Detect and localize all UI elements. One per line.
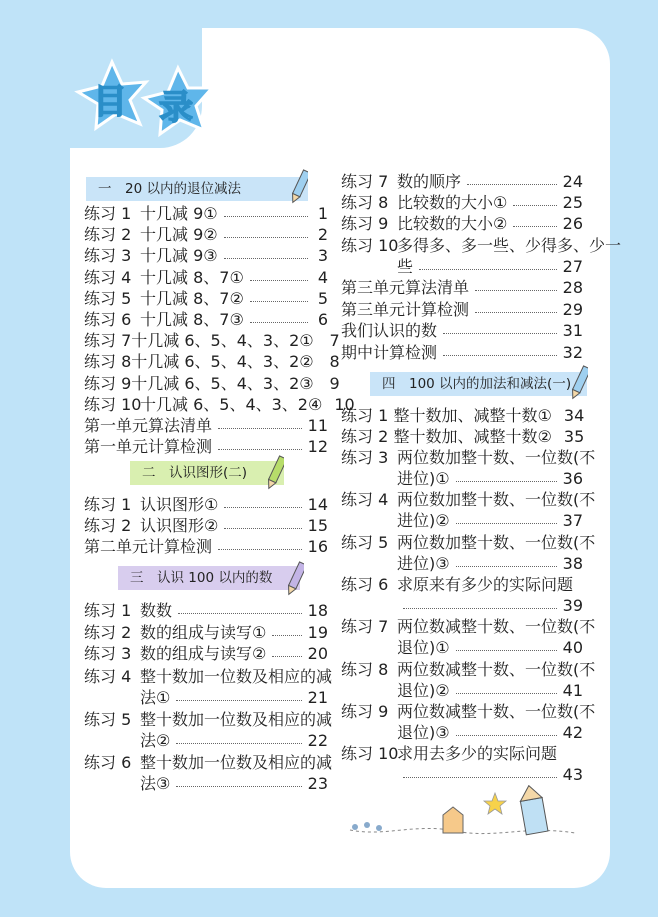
section-heading-2: 二 认识图形(二) [130,461,284,485]
entry-title: 认识图形② [140,516,219,536]
dot-leader [419,257,557,270]
page-number: 29 [562,299,583,319]
dot-leader [456,723,557,736]
toc-entry[interactable] [84,225,328,245]
toc-entry-continuation[interactable] [397,596,583,616]
entry-title-cont: 法③ [140,774,171,793]
dot-leader [403,765,557,778]
entry-title-cont: 法② [140,731,171,750]
page-number: 28 [562,278,583,297]
toc-entry[interactable] [341,300,583,320]
exercise-number: 练习 6 [341,574,389,594]
page-number: 18 [307,601,328,620]
dot-leader [218,537,302,550]
exercise-number: 练习 2 [84,516,132,536]
dot-leader [224,204,308,217]
entry-title: 整十数加一位数及相应的减 [140,710,333,729]
entry-title: 两位数减整十数、一位数(不 [397,659,596,679]
toc-entry[interactable] [84,667,333,687]
toc-entry[interactable] [341,321,583,341]
exercise-number: 练习 5 [84,288,132,308]
entry-title: 两位数加整十数、一位数(不 [397,448,596,467]
entry-title: 整十数加一位数及相应的减 [140,753,333,772]
entry-title: 十几减 9① [140,204,218,223]
page-number: 34 [563,406,585,425]
page-number: 41 [562,680,583,700]
dot-leader [224,516,301,529]
exercise-number: 练习 6 [84,310,132,329]
dot-leader [467,172,557,185]
exercise-number: 练习 5 [84,710,132,729]
page-number: 3 [317,246,328,266]
toc-entry[interactable] [341,278,583,298]
toc-entry[interactable] [341,744,583,764]
title-char-1: 目 [93,82,127,122]
toc-entry[interactable] [84,373,340,394]
toc-entry-continuation[interactable] [397,257,583,277]
page-number: 27 [562,257,583,276]
entry-title: 第三单元算法清单 [341,278,470,297]
pencil-icon [288,560,304,598]
exercise-number: 练习 10 [341,744,399,764]
dot-leader [272,623,301,636]
page-number: 4 [317,267,328,287]
toc-entry-continuation[interactable] [140,688,328,708]
page-number: 8 [329,352,340,372]
entry-title-cont: 退位)③ [397,722,450,742]
entry-title: 整十数加、减整十数② [393,427,552,447]
entry-title: 数的组成与读写② [140,644,267,664]
entry-title: 十几减 8、7① [140,267,244,287]
entry-title: 数数 [140,601,173,620]
toc-entry-continuation[interactable] [397,511,583,531]
toc-entry[interactable] [84,310,328,330]
entry-title-cont: 进位)① [397,469,450,488]
toc-entry-continuation[interactable] [397,765,583,785]
dot-leader [218,437,302,450]
entry-title: 两位数减整十数、一位数(不 [397,617,596,637]
exercise-number: 练习 4 [84,667,132,686]
toc-entry-continuation[interactable] [140,774,328,794]
dot-leader [475,278,557,291]
exercise-number: 练习 3 [84,246,132,266]
exercise-number: 练习 4 [84,267,132,287]
page-number: 12 [307,437,328,457]
exercise-number: 练习 2 [84,225,132,245]
dot-leader [224,246,308,259]
dot-leader [443,321,557,334]
dot-leader [176,774,301,787]
doodle-decoration [345,785,580,845]
entry-title: 第二单元计算检测 [84,537,213,556]
exercise-number: 练习 7 [341,172,389,191]
toc-entry[interactable] [341,490,596,510]
toc-entry[interactable] [84,710,333,730]
toc-entry-continuation[interactable] [397,638,583,658]
dot-leader [456,681,557,694]
entry-title: 期中计算检测 [341,342,438,362]
pencil-icon [268,454,284,492]
page-number: 22 [307,731,328,750]
dot-leader [456,638,557,651]
toc-entry[interactable] [84,204,328,224]
toc-entry[interactable] [341,617,596,637]
toc-entry-continuation[interactable] [397,469,583,489]
page-number: 26 [562,214,583,234]
page-number: 43 [562,765,583,785]
section-heading-4: 四 100 以内的加法和减法(一) [370,372,587,396]
page-number: 14 [307,495,328,514]
entry-title-cont: 进位)② [397,511,450,531]
page-number: 25 [562,193,583,213]
toc-entry[interactable] [84,495,328,515]
page-number: 21 [307,688,328,707]
section-heading-3: 三 认识 100 以内的数 [118,566,300,590]
dot-leader [443,343,557,356]
entry-title: 十几减 6、5、4、3、2① [131,331,314,351]
entry-title: 两位数减整十数、一位数(不 [397,701,596,721]
page-number: 38 [562,553,583,573]
exercise-number: 练习 9 [84,373,132,393]
exercise-number: 练习 9 [341,214,389,234]
entry-title: 两位数加整十数、一位数(不 [397,532,596,552]
entry-title: 两位数加整十数、一位数(不 [397,490,596,510]
exercise-number: 练习 1 [84,601,132,620]
entry-title: 十几减 9③ [140,246,218,266]
exercise-number: 练习 1 [84,204,132,223]
page-number: 6 [317,310,328,329]
toc-entry[interactable] [84,753,333,773]
dot-leader [178,601,302,614]
exercise-number: 练习 3 [341,448,389,467]
entry-title-cont: 退位)① [397,638,450,658]
page-number: 20 [307,644,328,664]
toc-entry[interactable] [341,214,583,234]
page-number: 39 [562,595,583,615]
dot-leader [403,596,557,609]
dot-leader [250,268,308,281]
toc-entry-continuation[interactable] [140,731,328,751]
exercise-number: 练习 7 [84,331,132,351]
dot-leader [176,688,301,701]
exercise-number: 练习 5 [341,532,389,552]
page-number: 9 [329,373,340,393]
entry-title-cont: 些 [397,257,414,276]
toc-entry-continuation[interactable] [397,723,583,743]
toc-entry[interactable] [341,172,583,192]
page-number: 36 [562,469,583,488]
exercise-number: 练习 9 [341,701,389,721]
page-number: 19 [307,622,328,642]
entry-title: 数的组成与读写① [140,622,267,642]
page-number: 42 [562,722,583,742]
entry-title: 多得多、多一些、少得多、少一 [397,236,622,255]
entry-title-cont: 法① [140,688,171,707]
toc-entry[interactable] [84,394,355,415]
entry-title: 第一单元计算检测 [84,437,213,457]
dot-leader [456,554,557,567]
entry-title: 求用去多少的实际问题 [397,744,558,764]
pencil-icon [572,364,588,402]
page-number: 23 [307,774,328,793]
page-number: 31 [562,321,583,340]
entry-title: 第一单元算法清单 [84,416,213,435]
entry-title: 比较数的大小② [397,214,508,234]
dot-leader [513,193,556,206]
toc-entry[interactable] [84,268,328,288]
toc-entry[interactable] [84,537,328,557]
toc-entry-continuation[interactable] [397,681,583,701]
page-number: 32 [562,342,583,362]
toc-entry[interactable] [341,659,596,680]
toc-entry[interactable] [341,406,583,426]
exercise-number: 练习 4 [341,490,389,510]
entry-title: 十几减 6、5、4、3、2② [131,352,314,372]
exercise-number: 练习 1 [341,406,389,425]
dot-leader [475,300,557,313]
entry-title: 整十数加、减整十数① [393,406,552,425]
toc-entry[interactable] [341,701,596,722]
toc-entry-continuation[interactable] [397,554,583,574]
page-number: 15 [307,516,328,536]
entry-title: 第三单元计算检测 [341,299,470,319]
page-number: 2 [317,225,328,245]
dot-leader [456,511,557,524]
page-number: 16 [307,537,328,556]
section-heading-1: 一 20 以内的退位减法 [86,177,308,201]
toc-entry[interactable] [84,246,328,266]
toc-entry[interactable] [341,343,583,363]
dot-leader [176,731,301,744]
toc-entry[interactable] [341,532,596,553]
toc-entry[interactable] [84,623,328,643]
entry-title: 十几减 8、7③ [140,310,244,329]
toc-entry[interactable] [84,601,328,621]
page-number: 11 [307,416,328,435]
toc-entry[interactable] [341,575,583,595]
entry-title: 数的顺序 [397,172,462,191]
exercise-number: 练习 1 [84,495,132,514]
dot-leader [218,416,302,429]
page-number: 5 [317,288,328,308]
toc-entry[interactable] [84,516,328,536]
dot-leader [224,495,301,508]
page-number: 10 [334,394,355,414]
toc-entry[interactable] [84,437,328,457]
dot-leader [224,225,308,238]
entry-title: 求原来有多少的实际问题 [397,574,574,594]
toc-entry[interactable] [341,427,583,447]
page-number: 37 [562,511,583,531]
toc-entry[interactable] [84,289,328,309]
entry-title: 十几减 8、7② [140,288,244,308]
entry-title: 比较数的大小① [397,193,508,213]
toc-entry[interactable] [84,416,328,436]
toc-entry[interactable] [341,236,622,256]
page-number: 1 [317,204,328,223]
exercise-number: 练习 3 [84,644,132,664]
entry-title: 认识图形① [140,495,219,514]
exercise-number: 练习 7 [341,617,389,637]
pencil-icon [292,168,308,206]
entry-title: 整十数加一位数及相应的减 [140,667,333,686]
entry-title: 十几减 6、5、4、3、2④ [140,394,323,414]
exercise-number: 练习 10 [341,236,399,255]
exercise-number: 练习 2 [341,427,389,447]
dot-leader [456,469,557,482]
toc-entry[interactable] [341,193,583,213]
exercise-number: 练习 8 [84,352,132,372]
toc-entry[interactable] [341,448,596,468]
page-number: 24 [562,172,583,191]
entry-title-cont: 退位)② [397,680,450,700]
title-char-2: 录 [159,88,193,128]
page-number: 7 [329,331,340,351]
exercise-number: 练习 8 [341,659,389,679]
dot-leader [250,289,308,302]
exercise-number: 练习 10 [84,394,142,414]
page-number: 40 [562,638,583,658]
exercise-number: 练习 8 [341,193,389,213]
toc-entry[interactable] [84,352,340,372]
page-number: 35 [563,427,585,447]
dot-leader [250,310,308,323]
exercise-number: 练习 2 [84,622,132,642]
dot-leader [272,644,301,657]
entry-title-cont: 进位)③ [397,553,450,573]
exercise-number: 练习 6 [84,753,132,772]
toc-entry[interactable] [84,331,340,351]
entry-title: 我们认识的数 [341,321,438,340]
entry-title: 十几减 9② [140,225,218,245]
dot-leader [513,214,556,227]
entry-title: 十几减 6、5、4、3、2③ [131,373,314,393]
toc-entry[interactable] [84,644,328,664]
